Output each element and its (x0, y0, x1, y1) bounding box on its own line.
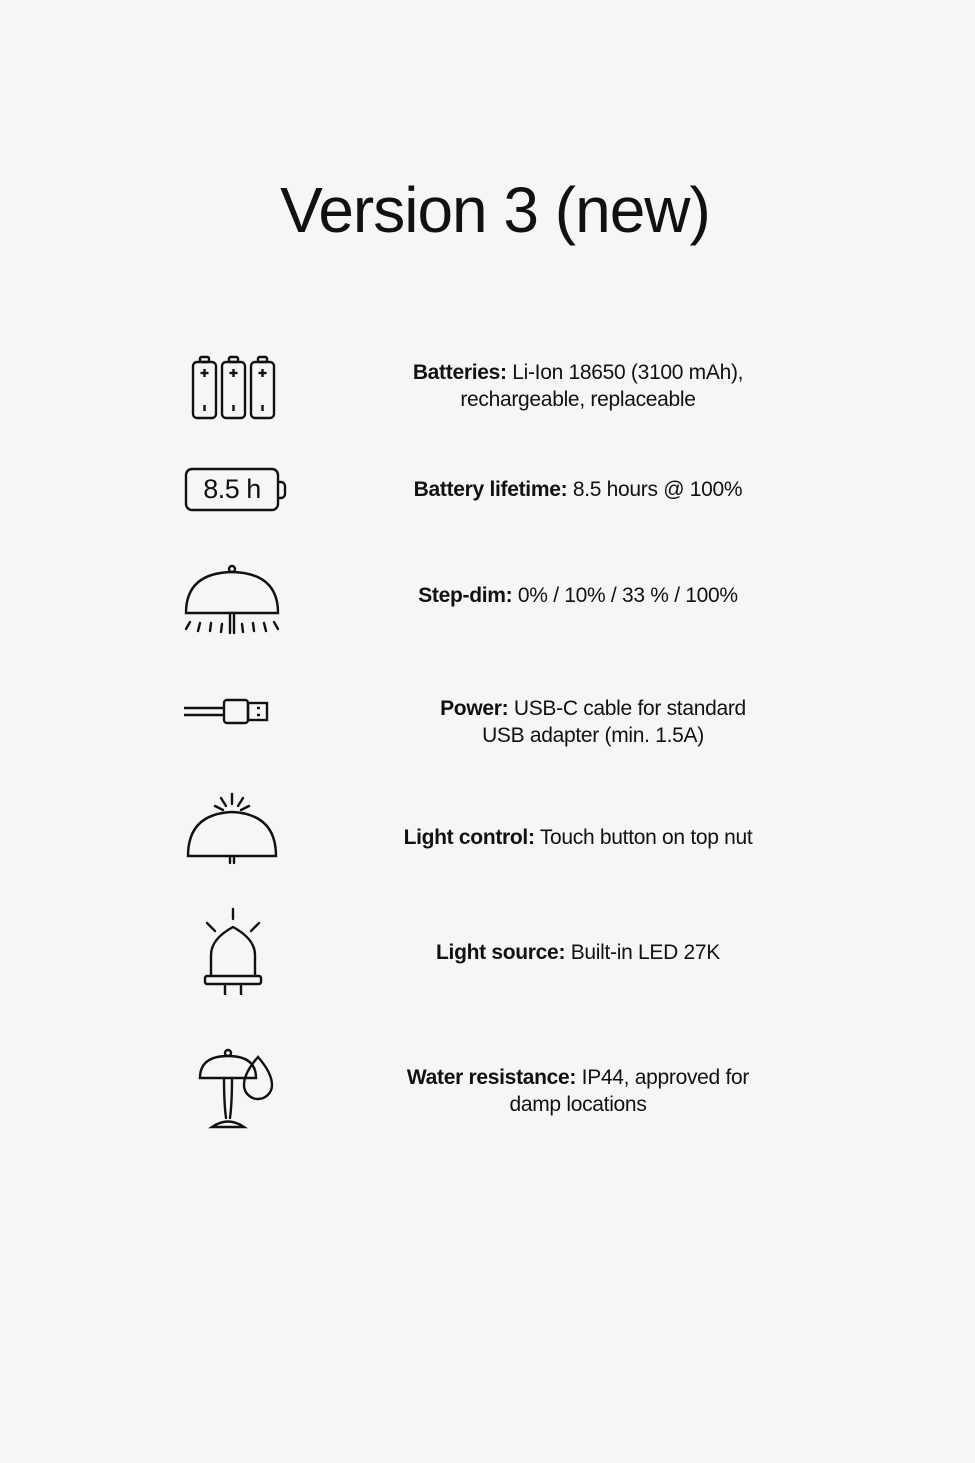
spec-value-line2: damp locations (509, 1093, 647, 1116)
spec-text-light-source (348, 939, 808, 966)
usb-cable-icon (176, 667, 288, 757)
spec-value: USB-C cable for standard (513, 697, 746, 720)
battery-lifetime-label: 8.5 h (203, 474, 261, 504)
spec-value: Touch button on top nut (539, 826, 753, 849)
spec-text-step-dim (348, 582, 808, 609)
spec-text-battery-lifetime (348, 476, 808, 503)
spec-value: Built-in LED 27K (570, 941, 720, 964)
spec-value: IP44, approved for (581, 1066, 750, 1089)
spec-row-battery-lifetime (0, 455, 975, 555)
batteries-icon (176, 345, 288, 435)
touch-lamp-icon (176, 790, 288, 880)
spec-value: 8.5 hours @ 100% (572, 478, 743, 501)
spec-label: Battery lifetime: (413, 478, 568, 501)
spec-label: Light control: (403, 826, 535, 849)
spec-label: Power: (440, 697, 509, 720)
spec-label: Batteries: (412, 361, 507, 384)
spec-value: 0% / 10% / 33 % / 100% (517, 584, 738, 607)
spec-row-light-control (0, 790, 975, 890)
spec-label: Light source: (436, 941, 566, 964)
spec-text-batteries (348, 359, 808, 413)
led-icon (176, 905, 288, 995)
spec-label: Water resistance: (406, 1066, 577, 1089)
spec-value-line2: rechargeable, replaceable (460, 388, 696, 411)
spec-value-line2: USB adapter (min. 1.5A) (482, 724, 704, 747)
spec-text-light-control (348, 824, 808, 851)
spec-row-step-dim (0, 555, 975, 655)
spec-text-water-resistance (348, 1064, 808, 1118)
lamp-water-drop-icon (176, 1045, 288, 1135)
spec-row-power (0, 675, 975, 775)
spec-text-power (363, 695, 823, 749)
spec-row-batteries (0, 340, 975, 440)
spec-label: Step-dim: (418, 584, 513, 607)
spec-row-water-resistance (0, 1045, 975, 1145)
spec-value: Li-Ion 18650 (3100 mAh), (512, 361, 744, 384)
battery-lifetime-icon (176, 455, 288, 545)
page-title: Version 3 (new) (280, 174, 710, 246)
spec-row-light-source (0, 905, 975, 1005)
step-dim-lamp-icon (176, 560, 288, 650)
